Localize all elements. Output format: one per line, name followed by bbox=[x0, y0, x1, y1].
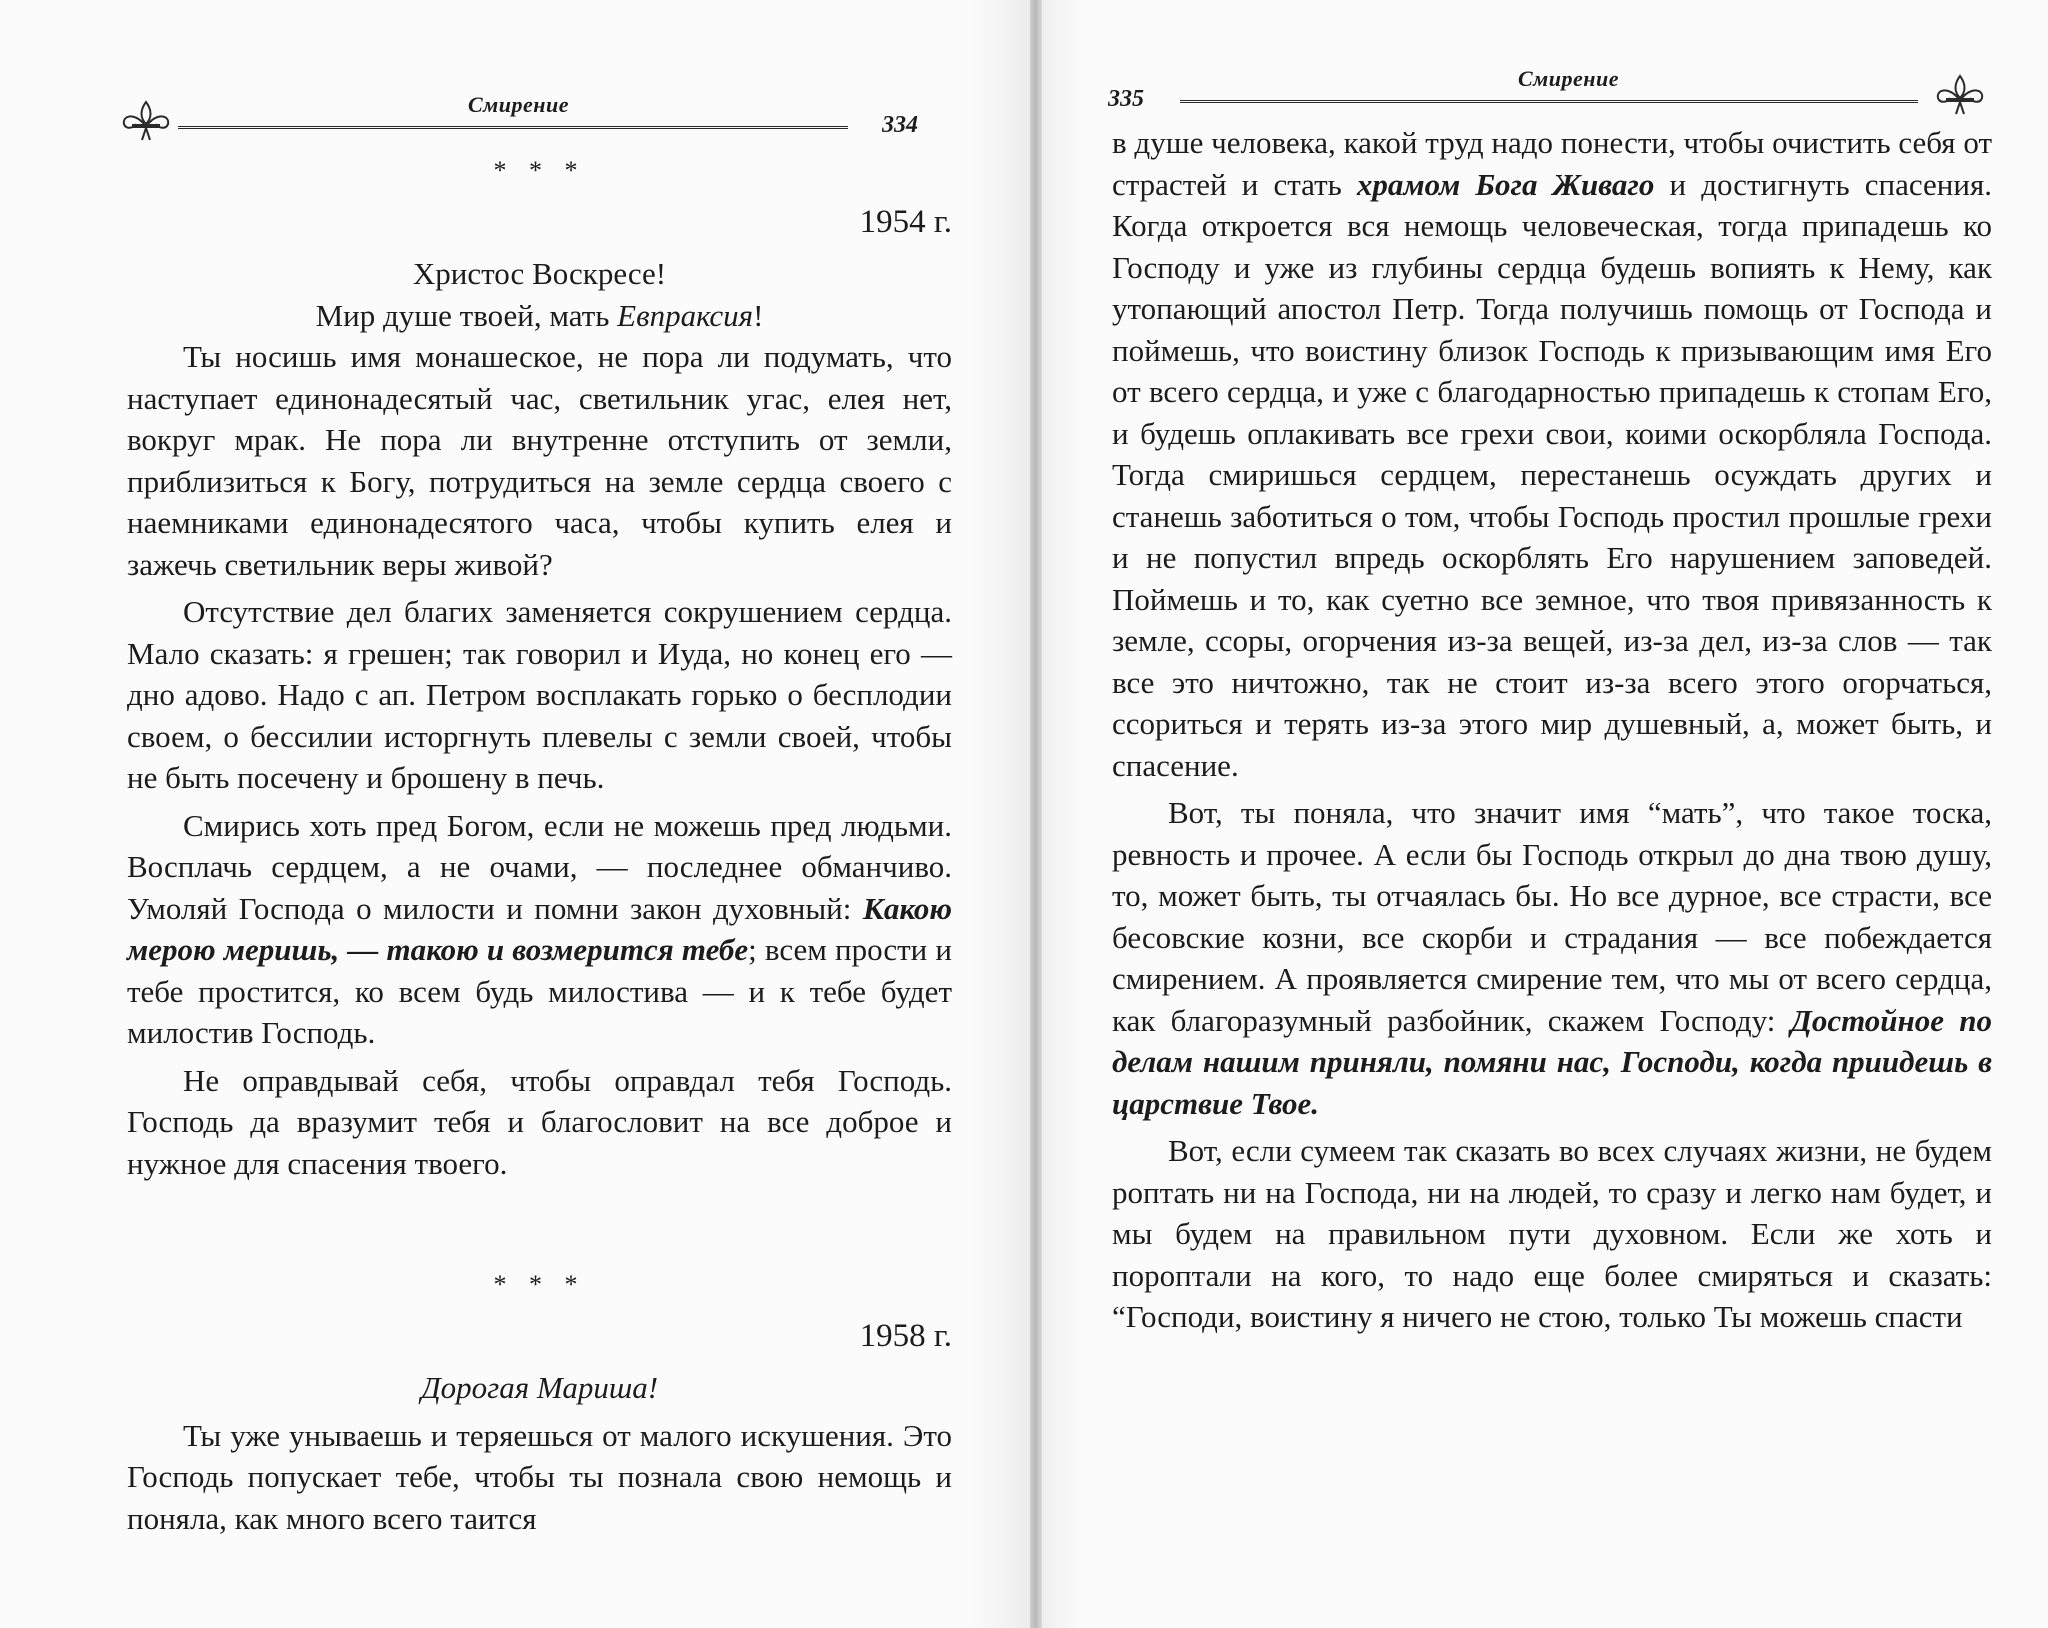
paragraph: Ты носишь имя монашеское, не пора ли подумать, что наступает единонадесятый час, светильник угас, елея нет, вокруг мрак. Не пора ли внутренне отступить от земли, приблизиться к Богу, потрудиться на земле сердца своего с наемниками единонадесятого часа, чтобы купить елея и зажечь светильник веры живой? bbox=[127, 339, 952, 582]
addressee-greeting: Дорогая Мариша! bbox=[420, 1370, 659, 1405]
right-page bbox=[1042, 0, 2048, 1628]
running-header bbox=[118, 92, 958, 152]
header-title: Смирение bbox=[1518, 66, 1619, 91]
greeting: Христос Воскресе! bbox=[412, 256, 667, 291]
paragraph: Вот, ты поняла, что значит имя “мать”, что такое тоска, ревность и прочее. А если бы Господь открыл до дна твою душу, то, может быть, ты отчаялась бы. Но все дурное, все страсти, все бесовские козни, все скорби и страдания — все побеждается смирением. А проявляется смирение тем, что мы от всего сердца, как благоразумный разбойник, скажем Господу: Достойное по делам нашим приняли, помяни нас, Господи, когда приидешь в царствие Твое. bbox=[1112, 795, 1992, 1121]
scripture-quote: Какою мерою меришь, — такою и возмерится тебе bbox=[127, 890, 952, 967]
section-divider: * * * bbox=[493, 156, 586, 185]
book-gutter bbox=[1030, 0, 1042, 1628]
header-rule bbox=[1180, 100, 1918, 108]
page-body bbox=[1112, 122, 1992, 1338]
paragraph: в душе человека, какой труд надо понести, чтобы очистить себя от страстей и стать храмом Бога Живаго и достигнуть спасения. Когда откроется вся немощь человеческая, тогда припадешь ко Господу и уже из глубины сердца будешь вопиять к Нему, как утопающий апостол Петр. Тогда получишь помощь от Господа и поймешь, что воистину близок Господь к призывающим имя Его от всего сердца, и уже с благодарностью припадешь к стопам Его, и будешь оплакивать все грехи свои, коими оскорбляла Господа. Тогда смиришься сердцем, перестанешь осуждать других и станешь заботиться о том, чтобы Господь простил прошлые грехи и не попустил впредь оскорблять Его нарушением заповедей. Поймешь и то, как суетно все земное, что твоя привязанность к земле, ссоры, огорчения из-за вещей, из-за дел, из-за слов — так все это ничтожно, так не стоит из-за всего этого огорчаться, ссориться и терять из-за этого мир душевный, а, может быть, и спасение. bbox=[1112, 125, 1992, 783]
page-number: 335 bbox=[1108, 86, 1144, 112]
paragraph: Не оправдывай себя, чтобы оправдал тебя Господь. Господь да вразумит тебя и благословит на все доброе и нужное для спасения твоего. bbox=[127, 1062, 952, 1181]
letter-date: 1954 г. bbox=[859, 203, 952, 240]
greeting-line: Мир душе твоей, мать Евпраксия! bbox=[315, 297, 764, 333]
fleur-de-lis-icon bbox=[1932, 74, 1988, 116]
greeting bbox=[127, 1367, 952, 1409]
page-body bbox=[127, 150, 952, 1539]
addressee-name: Евпраксия bbox=[617, 297, 754, 333]
paragraph: Отсутствие дел благих заменяется сокрушением сердца. Мало сказать: я грешен; так говорил и Иуда, но конец его — дно адово. Надо с ап. Петром восплакать горько о бесплодии своем, о бессилии исторгнуть плевелы с земли своей, чтобы не быть посечену и брошену в печь. bbox=[127, 594, 952, 795]
scripture-quote: храмом Бога Живаго bbox=[1356, 166, 1655, 202]
fleur-de-lis-icon bbox=[118, 100, 174, 142]
running-header bbox=[1108, 66, 1988, 126]
paragraph: Смирись хоть пред Богом, если не можешь пред людьми. Восплачь сердцем, а не очами, — последнее обманчиво. Умоляй Господа о милости и помни закон духовный: Какою мерою меришь, — такою и возмерится тебе; всем прости и тебе простится, ко всем будь милостива — и к тебе будет милостив Господь. bbox=[127, 807, 952, 1050]
scripture-quote: Достойное по делам нашим приняли, помяни нас, Господи, когда приидешь в царствие Твое. bbox=[1112, 1002, 1992, 1121]
section-divider: * * * bbox=[493, 1270, 586, 1299]
paragraph: Вот, если сумеем так сказать во всех случаях жизни, не будем роптать ни на Господа, ни на людей, то сразу и легко нам будет, и мы будем на правильном пути духовном. Если же хоть и пороптали на кого, то надо еще более смиряться и сказать: “Господи, воистину я ничего не стою, только Ты можешь спасти bbox=[1112, 1133, 1992, 1334]
paragraph: Ты уже унываешь и теряешься от малого искушения. Это Господь попускает тебе, чтобы ты познала свою немощь и поняла, как много всего таится bbox=[127, 1417, 952, 1536]
page-number: 334 bbox=[882, 112, 918, 138]
header-rule bbox=[178, 126, 848, 134]
header-title: Смирение bbox=[468, 92, 569, 117]
letter-date: 1958 г. bbox=[859, 1317, 952, 1354]
